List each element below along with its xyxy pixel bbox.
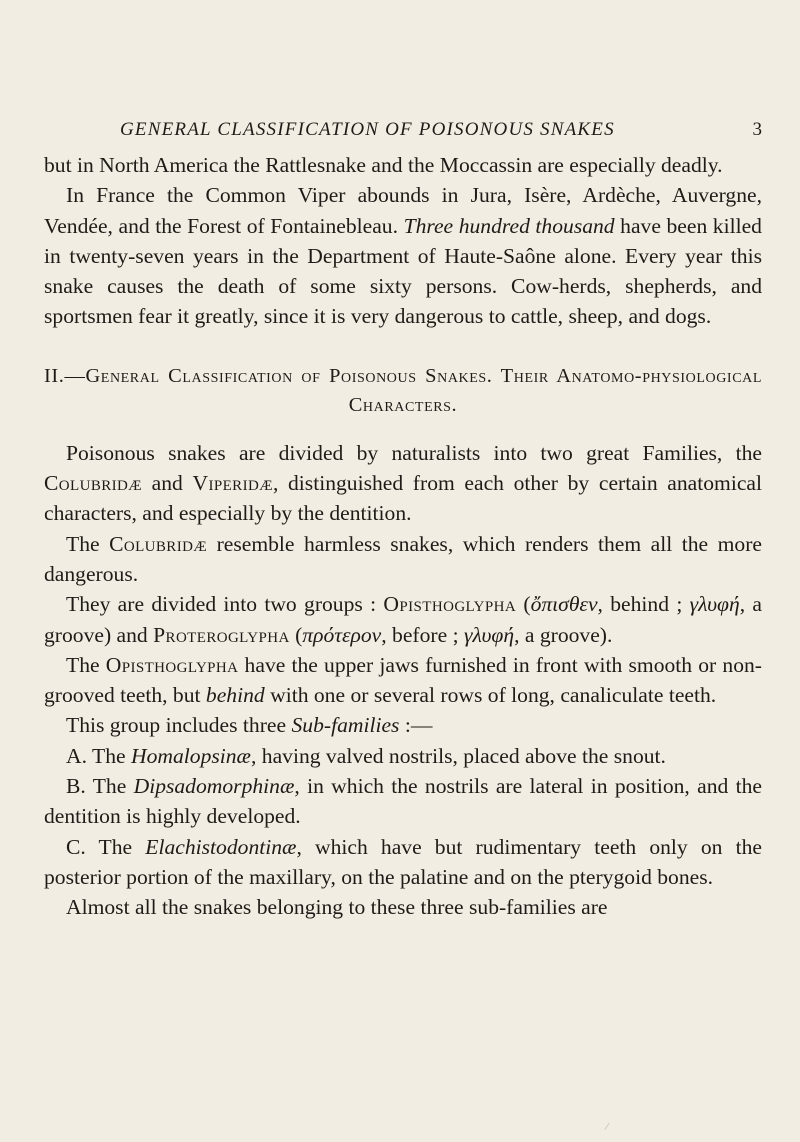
paragraph-families — [44, 438, 762, 529]
text-run: , before ; — [381, 622, 464, 647]
text-run: and — [142, 471, 193, 496]
text-run: This group includes three — [66, 713, 292, 738]
family-name: Viperidæ — [192, 471, 273, 496]
text-run: with one or several rows of long, canaliculate teeth. — [264, 683, 717, 708]
paragraph-france-viper — [44, 180, 762, 331]
pencil-mark — [604, 1123, 614, 1134]
text-run: ( — [516, 592, 531, 617]
paragraph-opisthoglypha — [44, 650, 762, 711]
item-letter: A. The — [66, 743, 131, 768]
page-body — [44, 150, 762, 923]
greek-word: πρότερον — [302, 622, 382, 647]
group-name: Proteroglypha — [153, 622, 290, 647]
paragraph-final — [44, 892, 762, 922]
section-heading: II.—General Classification of Poisonous Snakes. Their Anatomo-physiological Characters. — [44, 364, 762, 416]
greek-word: ὄπισθεν — [530, 592, 598, 617]
running-head — [120, 118, 762, 142]
text-run: have the upper jaws furnished in front with smooth or non-grooved teeth, but — [44, 652, 762, 708]
group-name: Opisthoglypha — [383, 592, 517, 617]
text-run: , behind ; — [597, 592, 690, 617]
italic-emphasis: Sub-families — [291, 713, 400, 738]
text-run: :— — [399, 713, 433, 738]
paragraph-continuation — [44, 150, 762, 180]
text-run: , a groove) and — [44, 592, 762, 647]
text-run: The — [66, 652, 106, 677]
italic-emphasis: Three hundred thousand — [403, 213, 615, 238]
text-run: Poisonous snakes are divided by naturalists into two great Families, the — [66, 440, 762, 465]
paragraph-subfamilies-intro — [44, 710, 762, 740]
group-name: Opisthoglypha — [105, 652, 239, 677]
text-run: , distinguished from each other by certain anatomical characters, and especially by the dentition. — [44, 471, 762, 526]
page-number: 3 — [752, 119, 762, 140]
family-name: Colubridæ — [44, 471, 143, 496]
italic-emphasis: behind — [205, 683, 265, 708]
paragraph-text: Almost all the snakes belonging to these three sub-families are — [66, 895, 608, 920]
subfamily-item — [44, 771, 762, 832]
subfamily-name: Elachistodontinæ — [145, 834, 297, 859]
text-run: , a groove). — [514, 622, 613, 647]
text-run: resemble harmless snakes, which renders them all the more dangerous. — [44, 531, 762, 586]
text-run: In France the Common Viper abounds in Jura, Isère, Ardèche, Auvergne, Vendée, and the Forest of Fontainebleau. — [44, 183, 762, 238]
item-letter: C. The — [66, 834, 146, 859]
text-run: have been killed in twenty-seven years in the Department of Haute-Saône alone. Every year this snake causes the death of some sixty persons. Cow-herds, shepherds, and sportsmen fear it greatly, since it is very dangerous to cattle, sheep, and dogs. — [44, 213, 762, 329]
paragraph-colubridae — [44, 529, 762, 590]
subfamily-description: , having valved nostrils, placed above the snout. — [250, 743, 666, 768]
text-run: The — [66, 531, 110, 556]
subfamily-name: Dipsadomorphinæ — [133, 774, 295, 799]
greek-word: γλυφή — [689, 592, 740, 617]
subfamily-description: , which have but rudimentary teeth only on the posterior portion of the maxillary, on the palatine and on the pterygoid bones. — [44, 834, 763, 889]
text-run: ( — [289, 622, 303, 647]
subfamily-name: Homalopsinæ — [130, 743, 251, 768]
paragraph-groups — [44, 589, 762, 650]
family-name: Colubridæ — [109, 531, 208, 556]
item-letter: B. The — [66, 774, 134, 799]
subfamily-item — [44, 741, 762, 771]
subfamily-item — [44, 832, 762, 893]
running-title: GENERAL CLASSIFICATION OF POISONOUS SNAKES — [120, 119, 615, 140]
subfamily-description: , in which the nostrils are lateral in position, and the dentition is highly developed. — [44, 774, 762, 829]
paragraph-text: but in North America the Rattlesnake and the Moccassin are especially deadly. — [44, 153, 723, 177]
greek-word: γλυφή — [464, 622, 515, 647]
text-run: They are divided into two groups : — [66, 592, 384, 617]
